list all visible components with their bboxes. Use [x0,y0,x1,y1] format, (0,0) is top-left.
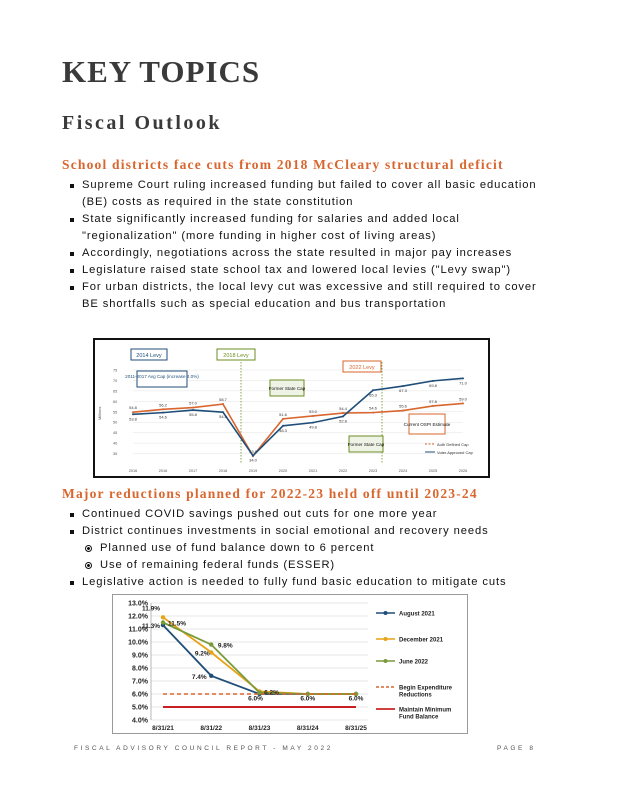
list-sub-item: Use of remaining federal funds (ESSER) [68,557,538,574]
footer-report-title: FISCAL ADVISORY COUNCIL REPORT - MAY 2022 [74,745,333,752]
fund-data-label: 6.0% [300,695,316,703]
levy-point [252,455,254,457]
page-title: KEY TOPICS [62,54,261,89]
fund-data-label: 6.2% [264,689,279,697]
legend-b-label: Voter Approved Cap [437,450,473,455]
levy-2018-label: 2018 Levy [223,353,249,359]
levy-data-label: 57.0 [189,400,197,406]
levy-x-tick: 2018 [218,469,228,473]
fund-y-tick: 13.0% [128,600,148,608]
levy-data-label: 51.6 [279,411,287,417]
levy-point [312,422,314,424]
levy-point [402,385,404,387]
levy-point [372,412,374,414]
fund-x-tick: 8/31/22 [200,725,223,732]
levy-point [222,403,224,405]
levy-data-label: 53.0 [309,408,317,414]
levy-x-tick: 2021 [308,469,318,473]
levy-x-tick: 2017 [188,469,198,473]
list-item: For urban districts, the local levy cut was excessive and still required to cover BE shortfalls such as special education and bus transportation [68,279,538,313]
levy-y-tick: 75 [113,368,118,373]
levy-data-label: 71.0 [459,380,467,386]
current-ospi-label: Current OSPI Estimate [403,422,451,427]
levy-y-tick: 70 [113,378,118,383]
levy-point [312,415,314,417]
fund-data-label: 7.4% [191,673,207,681]
levy-data-label: 55.6 [399,403,407,409]
levy-y-tick: 55 [113,410,118,415]
fund-legend-label-cont: Fund Balance [399,714,439,721]
fund-y-tick: 4.0% [132,717,148,725]
levy-data-label: 54.4 [339,406,347,412]
levy-point [342,412,344,414]
levy-data-label: 54.8 [219,414,227,420]
fund-x-tick: 8/31/23 [248,725,271,732]
levy-data-label: 48.3 [279,427,287,433]
levy-point [162,412,164,414]
fund-x-tick: 8/31/21 [152,725,174,732]
levy-data-label: 69.8 [429,382,437,388]
levy-point [432,405,434,407]
levy-y-tick: 65 [113,389,118,394]
levy-x-tick: 2016 [128,469,138,473]
levy-data-label: 34.0 [249,457,257,463]
fund-legend-label: Begin Expenditure [399,685,453,692]
levy-y-tick: 45 [113,431,118,436]
fund-point [209,642,213,646]
levy-point [342,415,344,417]
former-cap-bottom-label: Former State Cap [347,442,385,447]
fund-legend-label: Maintain Minimum [399,707,452,714]
levy-x-tick: 2022 [338,469,348,473]
levy-x-tick: 2020 [278,469,288,473]
levy-y-tick: 40 [113,441,118,446]
levy-point [192,407,194,409]
list-item: District continues investments in social emotional and recovery needs [68,523,538,540]
fund-balance-chart-svg [113,595,467,733]
fund-y-tick: 12.0% [128,613,148,621]
levy-point [462,402,464,404]
levy-data-label: 54.6 [159,414,167,420]
list-item: Continued COVID savings pushed out cuts for one more year [68,506,538,523]
levy-x-tick: 2026 [458,469,468,473]
fund-data-label: 6.0% [348,695,364,703]
levy-x-tick: 2024 [398,469,408,473]
fund-data-label: 11.3% [141,623,161,631]
levy-data-label: 67.3 [399,388,407,394]
levy-data-label: 54.8 [129,405,137,411]
fund-series-line [163,620,356,695]
section-heading-mccleary: School districts face cuts from 2018 McCleary structural deficit [62,157,504,172]
levy-data-label: 57.8 [429,398,437,404]
fund-data-label: 6.0% [248,695,263,703]
list-sub-item: Planned use of fund balance down to 6 percent [68,540,538,557]
levy-2022-label: 2022 Levy [349,365,375,371]
former-cap-top-label: Former State Cap [268,386,306,391]
levy-point [162,408,164,410]
levy-y-tick: 60 [113,399,118,404]
levy-chart-svg [95,340,488,476]
levy-y-axis-label: Millions [97,406,102,420]
levy-point [432,380,434,382]
fund-x-tick: 8/31/25 [345,725,367,732]
legend-a-label: Auth Defined Cap [437,442,469,447]
levy-point [282,418,284,420]
fund-y-tick: 11.0% [128,626,148,634]
levy-chart [93,338,490,478]
levy-point [192,409,194,411]
fund-data-label: 9.8% [217,642,233,650]
fund-y-tick: 8.0% [132,665,148,673]
levy-x-tick: 2023 [368,469,378,473]
footer-page-number: PAGE 8 [497,745,536,752]
reductions-bullet-list [68,506,538,591]
levy-data-label: 56.2 [159,402,167,408]
levy-point [372,389,374,391]
fund-y-tick: 6.0% [132,691,148,699]
levy-data-label: 65.3 [369,392,377,398]
fund-y-tick: 5.0% [132,704,148,712]
fund-y-tick: 9.0% [132,652,148,660]
fund-balance-chart [112,594,468,734]
list-item: Legislature raised state school tax and lowered local levies ("Levy swap") [68,262,538,279]
levy-point [222,411,224,413]
levy-y-tick: 50 [113,420,118,425]
fund-point [161,620,165,624]
list-item: Supreme Court ruling increased funding but failed to cover all basic education (BE) costs as required in the state constitution [68,177,538,211]
levy-point [132,411,134,413]
avg-cap-label: 2011-2017 Avg Cap (increase 4.0%) [125,374,199,379]
levy-point [282,425,284,427]
levy-data-label: 52.8 [339,418,347,424]
fund-x-tick: 8/31/24 [296,725,319,732]
fund-data-label: 11.9% [141,605,161,613]
fund-legend-label: June 2022 [399,659,429,666]
fund-point [161,615,165,619]
list-item: Legislative action is needed to fully fund basic education to mitigate cuts [68,574,538,591]
levy-point [462,377,464,379]
mccleary-bullet-list [68,177,538,313]
levy-x-tick: 2019 [248,469,258,473]
levy-data-label: 58.7 [219,397,227,403]
fund-data-label: 9.2% [194,650,210,658]
levy-2014-label: 2014 Levy [136,353,162,359]
levy-y-tick: 35 [113,452,118,457]
list-item: State significantly increased funding for salaries and added local "regionalization" (more funding in higher cost of living areas) [68,211,538,245]
fund-y-tick: 10.0% [128,639,148,647]
fund-point [209,650,213,654]
levy-x-tick: 2016 [158,469,168,473]
levy-x-tick: 2025 [428,469,438,473]
fund-legend-label: December 2021 [399,637,444,644]
levy-point [132,413,134,415]
fund-point [209,674,213,678]
levy-data-label: 53.8 [129,416,137,422]
levy-data-label: 49.8 [309,424,317,430]
section-heading-reductions: Major reductions planned for 2022-23 held off until 2023-24 [62,486,478,501]
fund-data-label: 11.5% [167,620,187,628]
levy-data-label: 55.8 [189,412,197,418]
levy-data-label: 54.6 [369,405,377,411]
levy-point [402,410,404,412]
fund-legend-label: August 2021 [399,611,435,618]
section-subtitle: Fiscal Outlook [62,112,223,134]
levy-data-label: 59.0 [459,396,467,402]
list-item: Accordingly, negotiations across the state resulted in major pay increases [68,245,538,262]
levy-data-label: 33.8 [249,449,257,455]
fund-y-tick: 7.0% [132,678,148,686]
fund-legend-label-cont: Reductions [399,692,432,699]
